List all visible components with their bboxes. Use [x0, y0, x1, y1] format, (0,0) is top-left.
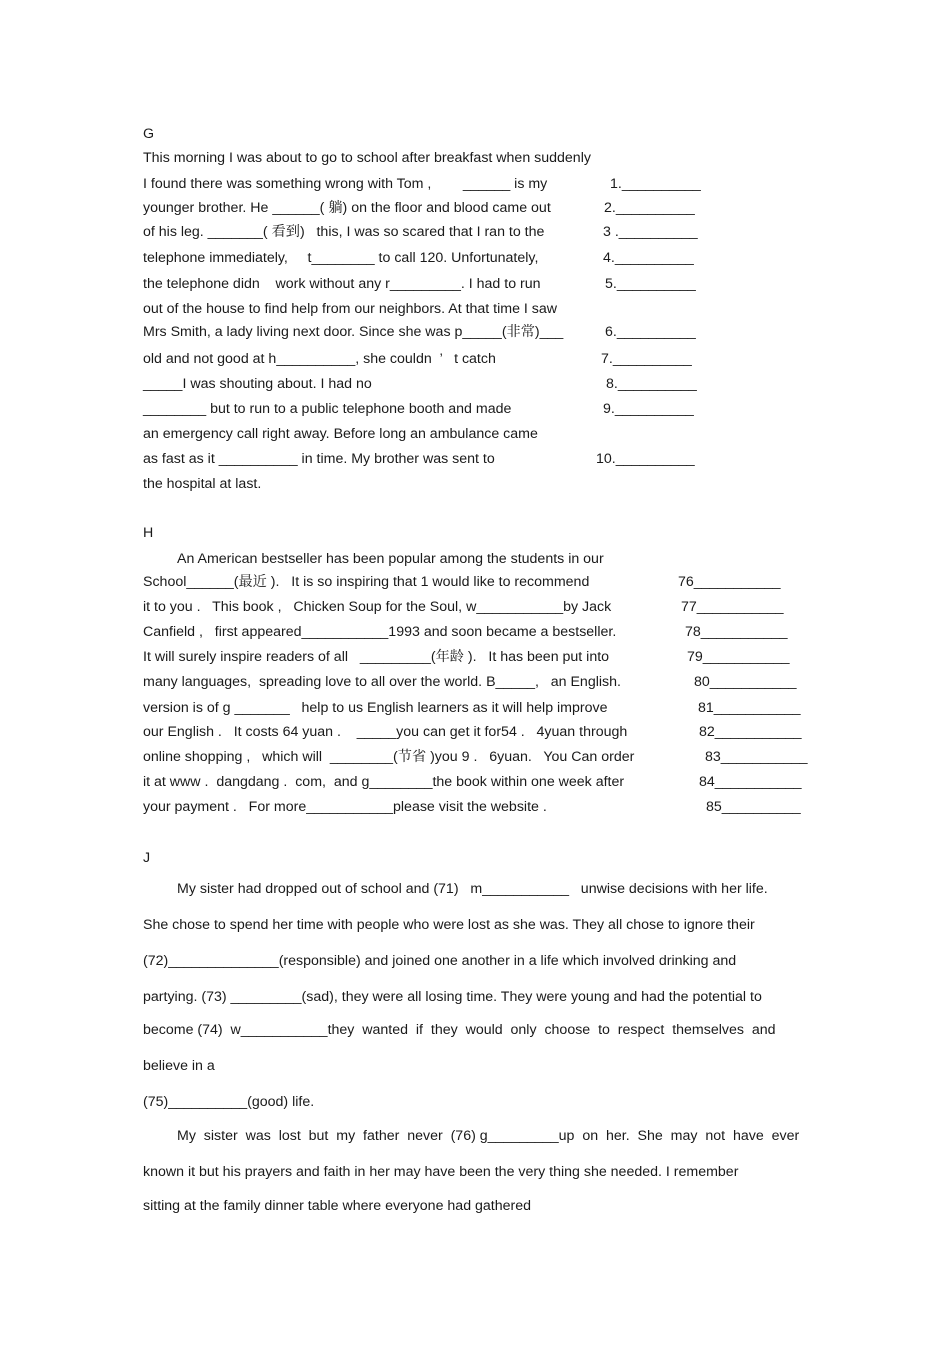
section-h-line: your payment . For more___________please visit the website .	[143, 799, 547, 815]
answer-blank: 2.__________	[604, 200, 695, 216]
section-g-line: I found there was something wrong with Tom , ______ is my	[143, 176, 548, 192]
answer-blank: 1.__________	[610, 176, 701, 192]
section-h-line: online shopping , which will ________(节省 )you 9 . 6yuan. You Can order	[143, 749, 635, 765]
answer-blank: 82___________	[699, 724, 802, 740]
section-h-line: It will surely inspire readers of all _________(年龄 ). It has been put into	[143, 649, 610, 665]
section-j-line: partying. (73) _________(sad), they were all losing time. They were young and had the potential to	[143, 989, 762, 1005]
section-g-line: as fast as it __________ in time. My brother was sent to	[143, 451, 495, 467]
section-h-line: it at www . dangdang . com, and g________the book within one week after	[143, 774, 625, 790]
section-g-line: an emergency call right away. Before long an ambulance came	[143, 426, 538, 442]
section-j-line: believe in a	[143, 1058, 215, 1074]
answer-blank: 85__________	[706, 799, 801, 815]
section-h-line: version is of g _______ help to us English learners as it will help improve	[143, 700, 608, 716]
section-g-heading: G	[143, 126, 155, 142]
section-j-heading: J	[143, 850, 151, 866]
section-j-line: My sister had dropped out of school and (71) m___________ unwise decisions with her life.	[177, 881, 768, 897]
answer-blank: 9.__________	[603, 401, 694, 417]
section-j-line: (75)__________(good) life.	[143, 1094, 315, 1110]
answer-blank: 83___________	[705, 749, 808, 765]
answer-blank: 4.__________	[603, 250, 694, 266]
section-g-line: the hospital at last.	[143, 476, 262, 492]
answer-blank: 84___________	[699, 774, 802, 790]
section-j-line: become (74) w___________they wanted if they would only choose to respect themselves and	[143, 1022, 776, 1038]
section-h-line: An American bestseller has been popular among the students in our	[177, 551, 604, 567]
answer-blank: 81___________	[698, 700, 801, 716]
section-h-line: our English . It costs 64 yuan . _____you can get it for54 . 4yuan through	[143, 724, 628, 740]
section-g-line: old and not good at h__________, she couldn ’ t catch	[143, 351, 496, 367]
answer-blank: 6.__________	[605, 324, 696, 340]
answer-blank: 8.__________	[606, 376, 697, 392]
section-j-line: sitting at the family dinner table where everyone had gathered	[143, 1198, 532, 1214]
section-g-line: Mrs Smith, a lady living next door. Since she was p_____(非常)___	[143, 324, 564, 340]
section-j-line: My sister was lost but my father never (76) g_________up on her. She may not have ever	[177, 1128, 800, 1144]
section-g-line: ________ but to run to a public telephone booth and made	[143, 401, 512, 417]
section-g-line: _____I was shouting about. I had no	[143, 376, 372, 392]
section-g-line: younger brother. He ______( 躺) on the floor and blood came out	[143, 200, 551, 216]
section-j-line: known it but his prayers and faith in her may have been the very thing she needed. I remember	[143, 1164, 739, 1180]
section-g-line: the telephone didn work without any r_________. I had to run	[143, 276, 541, 292]
section-g-line: out of the house to find help from our neighbors. At that time I saw	[143, 301, 558, 317]
section-g-line: of his leg. _______( 看到) this, I was so scared that I ran to the	[143, 224, 545, 240]
section-h-heading: H	[143, 525, 154, 541]
section-h-line: School______(最近 ). It is so inspiring that 1 would like to recommend	[143, 574, 590, 590]
answer-blank: 7.__________	[601, 351, 692, 367]
answer-blank: 10.__________	[596, 451, 695, 467]
answer-blank: 76___________	[678, 574, 781, 590]
answer-blank: 79___________	[687, 649, 790, 665]
answer-blank: 80___________	[694, 674, 797, 690]
section-h-line: many languages, spreading love to all over the world. B_____, an English.	[143, 674, 621, 690]
section-g-line: This morning I was about to go to school after breakfast when suddenly	[143, 150, 591, 166]
answer-blank: 3 .__________	[603, 224, 698, 240]
section-h-line: Canfield , first appeared___________1993 and soon became a bestseller.	[143, 624, 617, 640]
section-j-line: She chose to spend her time with people who were lost as she was. They all chose to ignore their	[143, 917, 755, 933]
section-h-line: it to you . This book , Chicken Soup for the Soul, w___________by Jack	[143, 599, 612, 615]
section-g-line: telephone immediately, t________ to call 120. Unfortunately,	[143, 250, 539, 266]
section-j-line: (72)______________(responsible) and joined one another in a life which involved drinking and	[143, 953, 737, 969]
answer-blank: 5.__________	[605, 276, 696, 292]
answer-blank: 78___________	[685, 624, 788, 640]
answer-blank: 77___________	[681, 599, 784, 615]
